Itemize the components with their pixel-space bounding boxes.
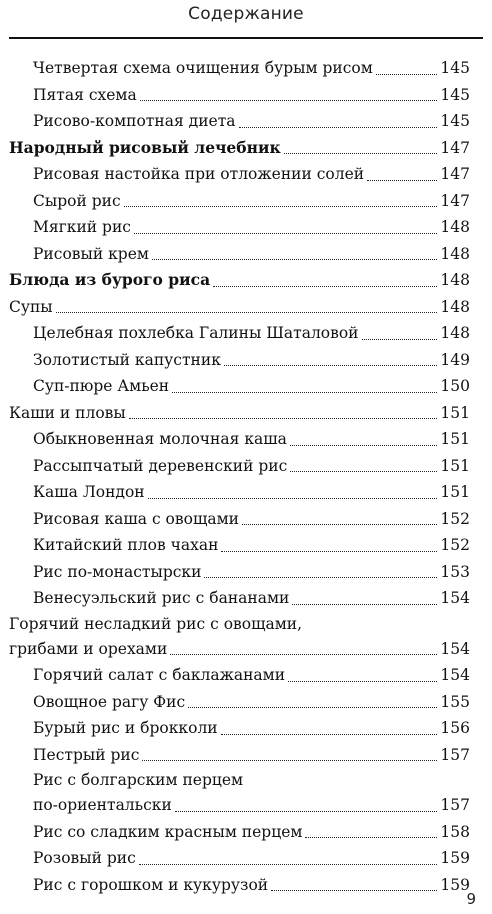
- toc-entry-page: 151: [440, 456, 470, 475]
- toc-entry: [9, 768, 470, 792]
- toc-entry: [9, 506, 470, 533]
- toc-entry-title: Китайский плов чахан: [33, 536, 219, 554]
- toc-entry-title: Народный рисовый лечебник: [9, 137, 281, 157]
- toc-entry-title: Рис с горошком и кукурузой: [33, 875, 269, 894]
- header-rule: [9, 37, 483, 39]
- toc-entry-title: Рисово-компотная диета: [33, 112, 236, 130]
- toc-entry-page: 154: [440, 639, 470, 658]
- toc-entry-page: 159: [440, 875, 470, 894]
- toc-entry-page: 145: [440, 85, 470, 104]
- toc-leader-dots: [172, 392, 437, 393]
- toc-entry: [9, 792, 470, 819]
- toc-leader-dots: [288, 681, 437, 682]
- toc-entry-page: 152: [440, 536, 470, 554]
- toc-entry-title: Венесуэльский рис с бананами: [33, 589, 290, 607]
- toc-entry-title: грибами и орехами: [9, 639, 168, 658]
- toc-leader-dots: [292, 604, 437, 605]
- toc-entry-page: 156: [440, 719, 470, 737]
- toc-leader-dots: [213, 286, 437, 287]
- toc-entry-title: Горячий несладкий рис с овощами,: [9, 614, 303, 633]
- toc-entry: [9, 320, 470, 347]
- toc-leader-dots: [148, 498, 438, 499]
- toc-entry: [9, 267, 470, 294]
- toc-entry: [9, 188, 470, 215]
- toc-entry-page: 147: [440, 138, 470, 157]
- toc-leader-dots: [139, 864, 438, 865]
- toc-entry-page: 150: [440, 377, 470, 395]
- toc-leader-dots: [152, 259, 437, 260]
- toc-leader-dots: [175, 811, 438, 812]
- toc-leader-dots: [376, 74, 438, 75]
- toc-leader-dots: [362, 339, 438, 340]
- toc-entry: [9, 636, 470, 663]
- toc-entry-title: Целебная похлебка Галины Шаталовой: [33, 324, 359, 342]
- toc-entry-page: 145: [440, 59, 470, 77]
- toc-leader-dots: [170, 654, 437, 655]
- toc-entry: [9, 453, 470, 480]
- toc-entry-page: 151: [440, 430, 470, 448]
- page-header-title: Содержание: [188, 4, 304, 24]
- toc-entry-title: Горячий салат с баклажанами: [33, 666, 286, 684]
- toc-entry: [9, 532, 470, 559]
- toc-leader-dots: [290, 445, 438, 446]
- toc-entry-page: 149: [440, 350, 470, 369]
- toc-entry: [9, 55, 470, 82]
- toc-entry: [9, 241, 470, 268]
- toc-entry-title: Бурый рис и брокколи: [33, 719, 218, 737]
- toc-entry-title: Мягкий рис: [33, 218, 131, 236]
- toc-leader-dots: [129, 418, 438, 419]
- table-of-contents: [9, 55, 470, 898]
- toc-entry-page: 154: [440, 589, 470, 607]
- toc-entry-page: 145: [440, 112, 470, 130]
- toc-entry-page: 147: [440, 165, 470, 183]
- toc-entry-title: по-ориентальски: [33, 796, 172, 814]
- toc-entry: [9, 214, 470, 241]
- toc-leader-dots: [242, 524, 437, 525]
- toc-entry-page: 157: [440, 796, 470, 814]
- toc-leader-dots: [290, 471, 437, 472]
- toc-leader-dots: [271, 890, 437, 891]
- toc-entry: [9, 347, 470, 374]
- toc-entry-title: Золотистый капустник: [33, 350, 221, 369]
- toc-entry: [9, 742, 470, 769]
- toc-leader-dots: [221, 734, 438, 735]
- toc-leader-dots: [204, 577, 437, 578]
- toc-entry-title: Овощное рагу Фис: [33, 692, 186, 711]
- toc-entry-title: Рис с болгарским перцем: [33, 771, 244, 789]
- toc-leader-dots: [188, 707, 437, 708]
- toc-leader-dots: [284, 153, 438, 154]
- toc-entry-page: 147: [440, 191, 470, 210]
- toc-entry-page: 148: [440, 218, 470, 236]
- toc-entry: [9, 689, 470, 716]
- toc-entry-page: 148: [440, 297, 470, 316]
- toc-entry-page: 157: [440, 745, 470, 764]
- toc-entry-page: 148: [440, 271, 470, 289]
- toc-entry-page: 148: [440, 324, 470, 342]
- toc-entry-title: Пятая схема: [33, 85, 137, 104]
- toc-entry-title: Сырой рис: [33, 191, 121, 210]
- toc-entry: [9, 715, 470, 742]
- toc-entry-title: Рис со сладким красным перцем: [33, 822, 303, 841]
- toc-entry-title: Каша Лондон: [33, 483, 145, 501]
- toc-entry: [9, 400, 470, 427]
- toc-entry-page: 155: [440, 692, 470, 711]
- toc-leader-dots: [221, 551, 437, 552]
- toc-entry-title: Обыкновенная молочная каша: [33, 430, 287, 448]
- toc-entry-page: 153: [440, 562, 470, 581]
- toc-entry: [9, 161, 470, 188]
- toc-entry-title: Рисовый крем: [33, 244, 149, 263]
- toc-leader-dots: [142, 760, 437, 761]
- toc-entry: [9, 845, 470, 872]
- page-number: 9: [466, 890, 476, 908]
- toc-entry: [9, 426, 470, 453]
- toc-entry-page: 159: [440, 849, 470, 867]
- toc-leader-dots: [140, 100, 438, 101]
- toc-leader-dots: [239, 127, 438, 128]
- toc-entry: [9, 819, 470, 846]
- toc-leader-dots: [134, 233, 437, 234]
- toc-leader-dots: [56, 312, 438, 313]
- toc-entry-title: Рис по-монастырски: [33, 562, 202, 581]
- toc-entry: [9, 294, 470, 321]
- toc-leader-dots: [367, 180, 437, 181]
- toc-entry: [9, 612, 470, 636]
- toc-entry: [9, 662, 470, 689]
- toc-entry-title: Рисовая каша с овощами: [33, 509, 239, 528]
- toc-entry-title: Пестрый рис: [33, 745, 140, 764]
- toc-entry: [9, 479, 470, 506]
- toc-entry: [9, 559, 470, 586]
- toc-leader-dots: [305, 837, 437, 838]
- toc-entry: [9, 585, 470, 612]
- toc-entry: [9, 108, 470, 135]
- toc-entry-page: 154: [440, 666, 470, 684]
- toc-entry-title: Рассыпчатый деревенский рис: [33, 456, 288, 475]
- toc-entry-title: Четвертая схема очищения бурым рисом: [33, 59, 373, 77]
- toc-entry-page: 152: [440, 509, 470, 528]
- toc-entry-page: 158: [440, 822, 470, 841]
- toc-entry-title: Блюда из бурого риса: [9, 270, 211, 289]
- toc-entry-page: 148: [440, 244, 470, 263]
- toc-entry-title: Супы: [9, 297, 53, 316]
- toc-entry-page: 151: [440, 483, 470, 501]
- toc-leader-dots: [224, 365, 437, 366]
- toc-entry: [9, 82, 470, 109]
- toc-entry-page: 151: [440, 403, 470, 422]
- toc-entry: [9, 373, 470, 400]
- toc-entry-title: Каши и пловы: [9, 403, 126, 422]
- toc-leader-dots: [124, 206, 438, 207]
- toc-entry-title: Розовый рис: [33, 849, 136, 867]
- toc-entry: [9, 872, 470, 899]
- toc-entry-title: Суп-пюре Амьен: [33, 377, 170, 395]
- toc-entry: [9, 135, 470, 162]
- toc-entry-title: Рисовая настойка при отложении солей: [33, 165, 365, 183]
